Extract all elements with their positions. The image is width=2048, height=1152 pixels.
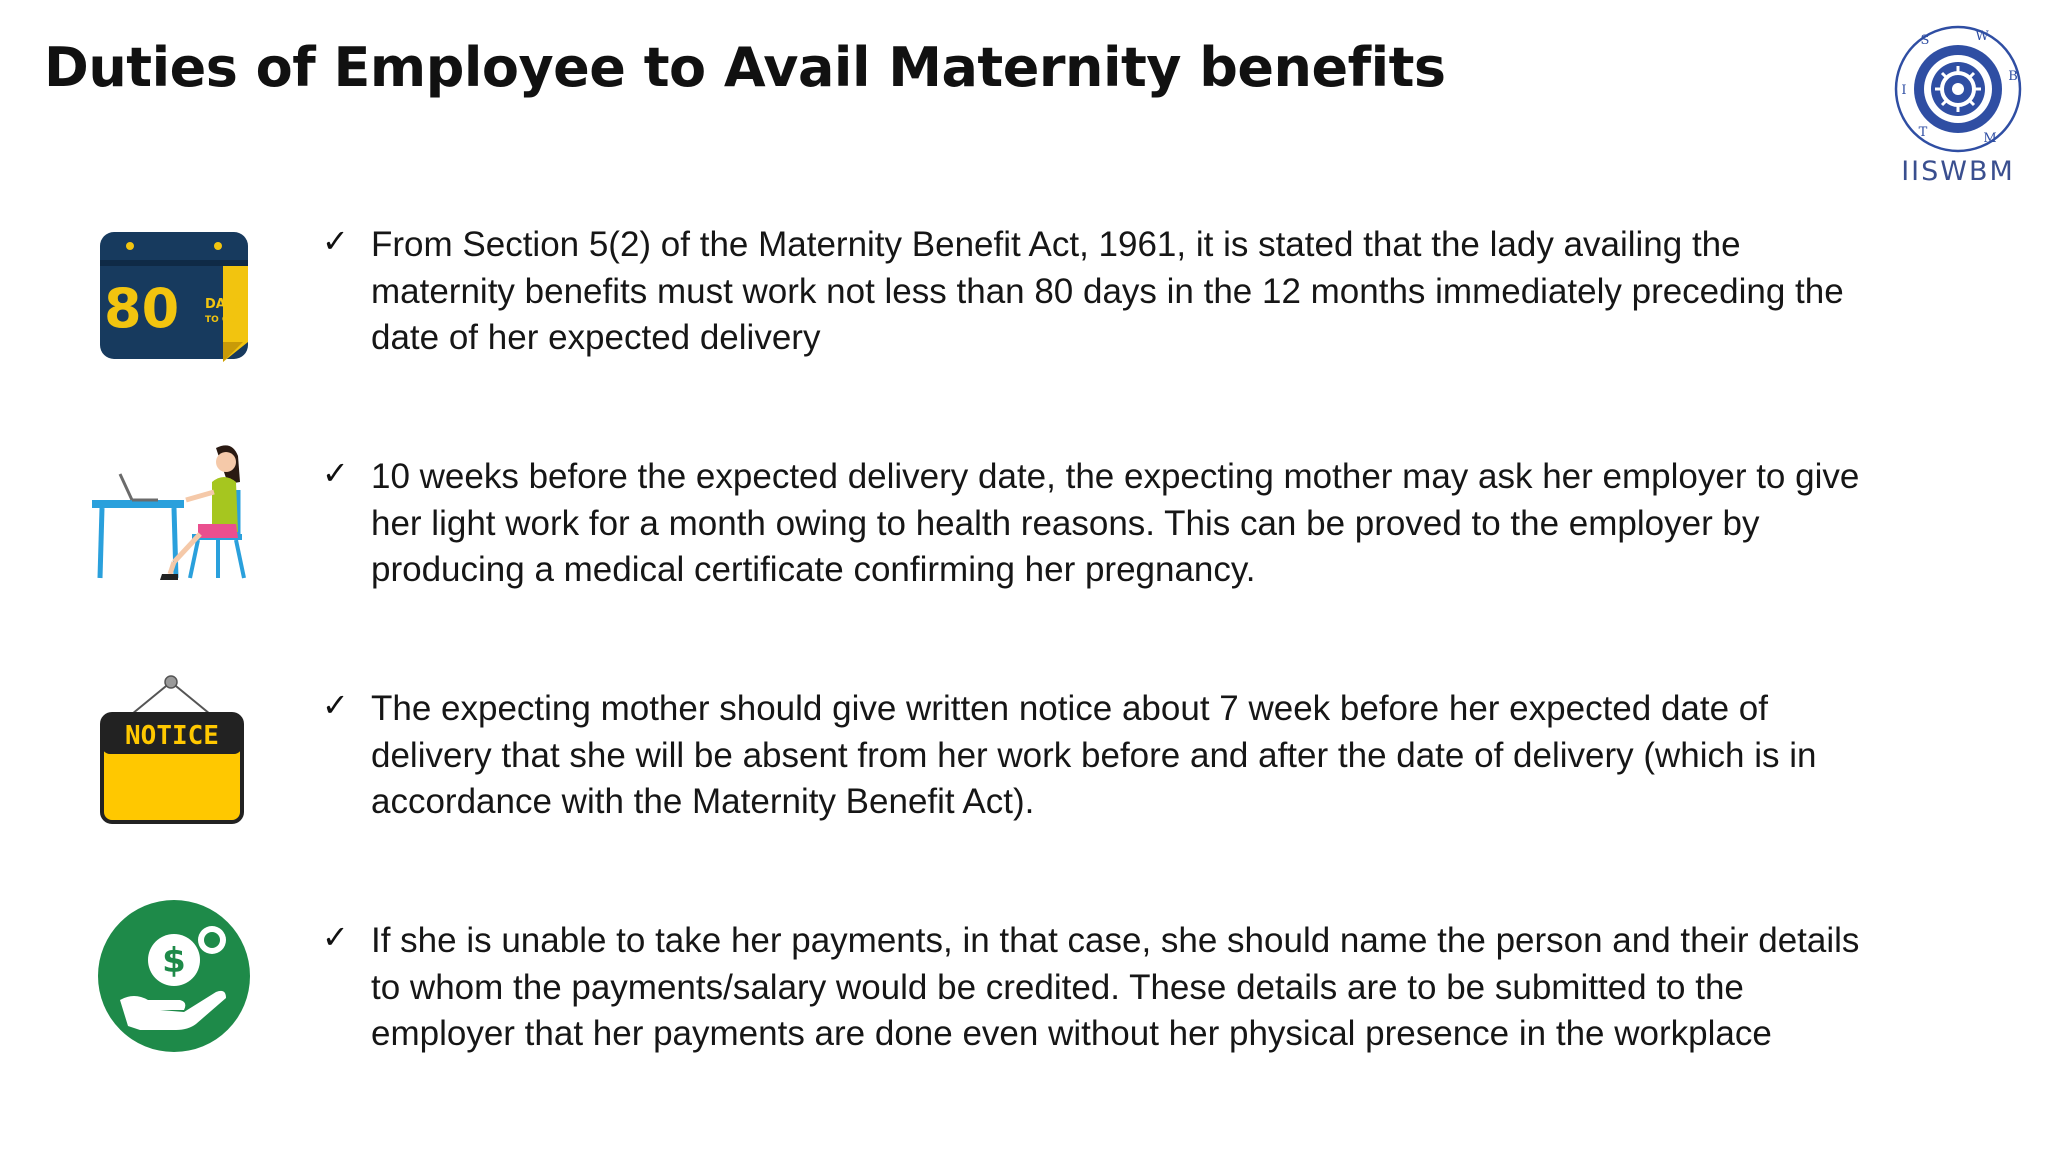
iiswbm-seal-icon [1888,24,2028,154]
check-icon: ✓ [322,454,349,492]
check-icon: ✓ [322,918,349,956]
calendar-80-days-icon [88,222,263,397]
duty-item-4 [0,918,2048,1098]
duty-text-3: The expecting mother should give written notice about 7 week before her expected date of delivery that she will be absent from her work before and after the date of delivery (which is in accordance with the Maternity Benefit Act). [371,689,1817,821]
hand-money-icon [88,896,263,1071]
svg-text:I: I [1901,83,1907,98]
duty-item-3 [0,686,2048,866]
svg-text:W: W [1975,29,1989,44]
svg-text:TO GO: TO GO [205,315,237,325]
woman-at-desk-icon [88,434,263,609]
svg-text:NOTICE: NOTICE [125,721,219,751]
svg-text:T: T [1918,125,1928,140]
iiswbm-logo [1888,24,2028,194]
duty-item-2 [0,454,2048,634]
duty-text-1: From Section 5(2) of the Maternity Benefit Act, 1961, it is stated that the lady availing the maternity benefits must work not less than 80 days in the 12 months immediately preceding the date of her expected delivery [371,225,1844,357]
check-icon: ✓ [322,222,349,260]
duty-text-4: If she is unable to take her payments, in that case, she should name the person and their details to whom the payments/salary would be credited. These details are to be submitted to the employer that her payments are done even without her physical presence in the workplace [371,921,1860,1053]
duty-text-2: 10 weeks before the expected delivery date, the expecting mother may ask her employer to give her light work for a month owing to health reasons. This can be proved to the employer by producing a medical certificate confirming her pregnancy. [371,457,1860,589]
notice-sign-icon [88,672,263,847]
svg-text:80: 80 [104,277,180,340]
svg-text:B: B [2008,69,2018,84]
svg-text:$: $ [162,941,186,981]
check-icon: ✓ [322,686,349,724]
slide-title: Duties of Employee to Avail Maternity benefits [44,36,1446,99]
logo-text: IISWBM [1901,156,2015,187]
svg-text:S: S [1920,33,1930,48]
svg-text:DAYS: DAYS [205,297,244,312]
svg-text:M: M [1983,131,1997,146]
duty-item-1 [0,222,2048,402]
